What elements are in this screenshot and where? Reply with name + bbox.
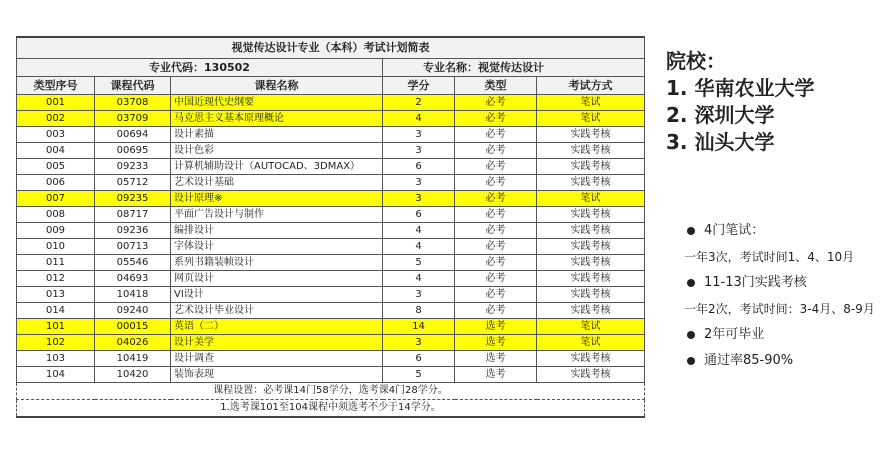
table-row: [17, 319, 645, 335]
table-row: [17, 175, 645, 191]
cell-credit: 5: [383, 255, 455, 271]
table-row: [17, 191, 645, 207]
cell-credit: 3: [383, 191, 455, 207]
table-footer-row: [17, 400, 645, 418]
cell-seq: 005: [17, 159, 95, 175]
cell-seq: 101: [17, 319, 95, 335]
cell-code: 00694: [95, 127, 171, 143]
table-row: [17, 255, 645, 271]
cell-type: 必考: [455, 223, 537, 239]
cell-exam-method: 实践考核: [537, 127, 645, 143]
cell-code: 10420: [95, 367, 171, 383]
cell-exam-method: 实践考核: [537, 159, 645, 175]
cell-course-name: 编排设计: [171, 223, 383, 239]
cell-credit: 3: [383, 287, 455, 303]
cell-exam-method: 实践考核: [537, 207, 645, 223]
cell-code: 00713: [95, 239, 171, 255]
table-row: [17, 367, 645, 383]
cell-code: 04026: [95, 335, 171, 351]
cell-seq: 010: [17, 239, 95, 255]
note-bullet-item: 2年可毕业: [684, 322, 875, 348]
cell-seq: 014: [17, 303, 95, 319]
cell-type: 必考: [455, 303, 537, 319]
table-row: [17, 351, 645, 367]
note-detail: 一年3次，考试时间1、4、10月: [684, 250, 855, 264]
cell-course-name: 网页设计: [171, 271, 383, 287]
cell-credit: 2: [383, 95, 455, 111]
school-item: 3. 汕头大学: [666, 130, 775, 154]
cell-course-name: 设计美学: [171, 335, 383, 351]
header-seq: 类型序号: [17, 77, 95, 95]
cell-credit: 6: [383, 351, 455, 367]
cell-seq: 001: [17, 95, 95, 111]
cell-course-name: 字体设计: [171, 239, 383, 255]
table-row: [17, 207, 645, 223]
cell-course-name: 系列书籍装帧设计: [171, 255, 383, 271]
cell-exam-method: 笔试: [537, 319, 645, 335]
cell-credit: 4: [383, 223, 455, 239]
cell-seq: 009: [17, 223, 95, 239]
header-code: 课程代码: [95, 77, 171, 95]
table-row: [17, 303, 645, 319]
cell-type: 必考: [455, 207, 537, 223]
cell-credit: 5: [383, 367, 455, 383]
header-course-name: 课程名称: [171, 77, 383, 95]
cell-course-name: 艺术设计基础: [171, 175, 383, 191]
cell-course-name: 设计素描: [171, 127, 383, 143]
table-footer-row: [17, 383, 645, 400]
cell-exam-method: 笔试: [537, 191, 645, 207]
cell-type: 必考: [455, 271, 537, 287]
major-name: 专业名称：视觉传达设计: [383, 59, 645, 77]
cell-seq: 013: [17, 287, 95, 303]
cell-course-name: 设计色彩: [171, 143, 383, 159]
cell-seq: 103: [17, 351, 95, 367]
cell-type: 必考: [455, 191, 537, 207]
cell-type: 必考: [455, 111, 537, 127]
cell-code: 09233: [95, 159, 171, 175]
cell-credit: 4: [383, 239, 455, 255]
cell-type: 选考: [455, 367, 537, 383]
schools-heading: 院校：: [666, 49, 726, 73]
major-code: 专业代码：130502: [17, 59, 383, 77]
note-detail: 一年2次，考试时间：3-4月、8-9月: [684, 302, 875, 316]
cell-course-name: VI设计: [171, 287, 383, 303]
table-row: [17, 159, 645, 175]
column-header-row: [17, 77, 645, 95]
cell-seq: 012: [17, 271, 95, 287]
cell-credit: 6: [383, 207, 455, 223]
table-row: [17, 143, 645, 159]
cell-seq: 004: [17, 143, 95, 159]
cell-seq: 003: [17, 127, 95, 143]
cell-type: 选考: [455, 351, 537, 367]
cell-exam-method: 实践考核: [537, 175, 645, 191]
notes-panel: [684, 218, 875, 374]
cell-course-name: 艺术设计毕业设计: [171, 303, 383, 319]
note-bullet-item: 4门笔试：: [684, 218, 875, 244]
table-row: [17, 111, 645, 127]
cell-type: 必考: [455, 175, 537, 191]
table-row: [17, 127, 645, 143]
cell-exam-method: 实践考核: [537, 255, 645, 271]
cell-code: 04693: [95, 271, 171, 287]
cell-credit: 6: [383, 159, 455, 175]
cell-code: 08717: [95, 207, 171, 223]
schools-panel: [666, 48, 814, 156]
table-row: [17, 223, 645, 239]
cell-seq: 002: [17, 111, 95, 127]
header-exam-method: 考试方式: [537, 77, 645, 95]
cell-exam-method: 实践考核: [537, 271, 645, 287]
cell-course-name: 装饰表现: [171, 367, 383, 383]
exam-plan-table-container: [16, 36, 644, 418]
cell-course-name: 设计调查: [171, 351, 383, 367]
cell-exam-method: 实践考核: [537, 239, 645, 255]
header-credit: 学分: [383, 77, 455, 95]
cell-exam-method: 实践考核: [537, 223, 645, 239]
cell-code: 05712: [95, 175, 171, 191]
table-row: [17, 95, 645, 111]
cell-type: 必考: [455, 143, 537, 159]
cell-credit: 14: [383, 319, 455, 335]
table-footer-summary: 课程设置：必考课14门58学分，选考课4门28学分。: [17, 383, 645, 400]
cell-seq: 011: [17, 255, 95, 271]
cell-code: 09235: [95, 191, 171, 207]
cell-credit: 3: [383, 335, 455, 351]
header-type: 类型: [455, 77, 537, 95]
cell-course-name: 计算机辅助设计（AUTOCAD、3DMAX）: [171, 159, 383, 175]
cell-type: 必考: [455, 239, 537, 255]
cell-course-name: 设计原理※: [171, 191, 383, 207]
cell-code: 00015: [95, 319, 171, 335]
cell-code: 10419: [95, 351, 171, 367]
cell-code: 00695: [95, 143, 171, 159]
cell-exam-method: 实践考核: [537, 287, 645, 303]
cell-code: 10418: [95, 287, 171, 303]
cell-credit: 3: [383, 143, 455, 159]
cell-seq: 006: [17, 175, 95, 191]
school-item: 1. 华南农业大学: [666, 76, 815, 100]
cell-type: 必考: [455, 159, 537, 175]
cell-credit: 4: [383, 111, 455, 127]
cell-exam-method: 实践考核: [537, 143, 645, 159]
cell-type: 必考: [455, 95, 537, 111]
cell-type: 选考: [455, 335, 537, 351]
cell-exam-method: 实践考核: [537, 367, 645, 383]
table-row: [17, 271, 645, 287]
cell-credit: 4: [383, 271, 455, 287]
note-bullet-item: 11-13门实践考核: [684, 270, 875, 296]
cell-code: 09240: [95, 303, 171, 319]
note-bullet-item: 通过率85-90%: [684, 348, 875, 374]
cell-credit: 8: [383, 303, 455, 319]
school-item: 2. 深圳大学: [666, 103, 775, 127]
table-title-row: [17, 37, 645, 59]
cell-seq: 008: [17, 207, 95, 223]
cell-exam-method: 笔试: [537, 111, 645, 127]
cell-seq: 007: [17, 191, 95, 207]
cell-seq: 102: [17, 335, 95, 351]
cell-type: 必考: [455, 255, 537, 271]
cell-exam-method: 实践考核: [537, 303, 645, 319]
table-row: [17, 287, 645, 303]
cell-course-name: 中国近现代史纲要: [171, 95, 383, 111]
major-info-row: [17, 59, 645, 77]
cell-code: 05546: [95, 255, 171, 271]
cell-credit: 3: [383, 127, 455, 143]
cell-exam-method: 笔试: [537, 335, 645, 351]
table-row: [17, 239, 645, 255]
cell-type: 必考: [455, 287, 537, 303]
table-footer-note: 1.选考课101至104课程中须选考不少于14学分。: [17, 400, 645, 418]
cell-type: 选考: [455, 319, 537, 335]
cell-course-name: 平面广告设计与制作: [171, 207, 383, 223]
cell-credit: 3: [383, 175, 455, 191]
cell-course-name: 英语（二）: [171, 319, 383, 335]
table-title: 视觉传达设计专业（本科）考试计划简表: [17, 37, 645, 59]
cell-seq: 104: [17, 367, 95, 383]
cell-course-name: 马克思主义基本原理概论: [171, 111, 383, 127]
cell-exam-method: 笔试: [537, 95, 645, 111]
cell-code: 03709: [95, 111, 171, 127]
cell-code: 03708: [95, 95, 171, 111]
cell-exam-method: 实践考核: [537, 351, 645, 367]
exam-plan-table: [16, 36, 645, 418]
table-row: [17, 335, 645, 351]
cell-type: 必考: [455, 127, 537, 143]
cell-code: 09236: [95, 223, 171, 239]
